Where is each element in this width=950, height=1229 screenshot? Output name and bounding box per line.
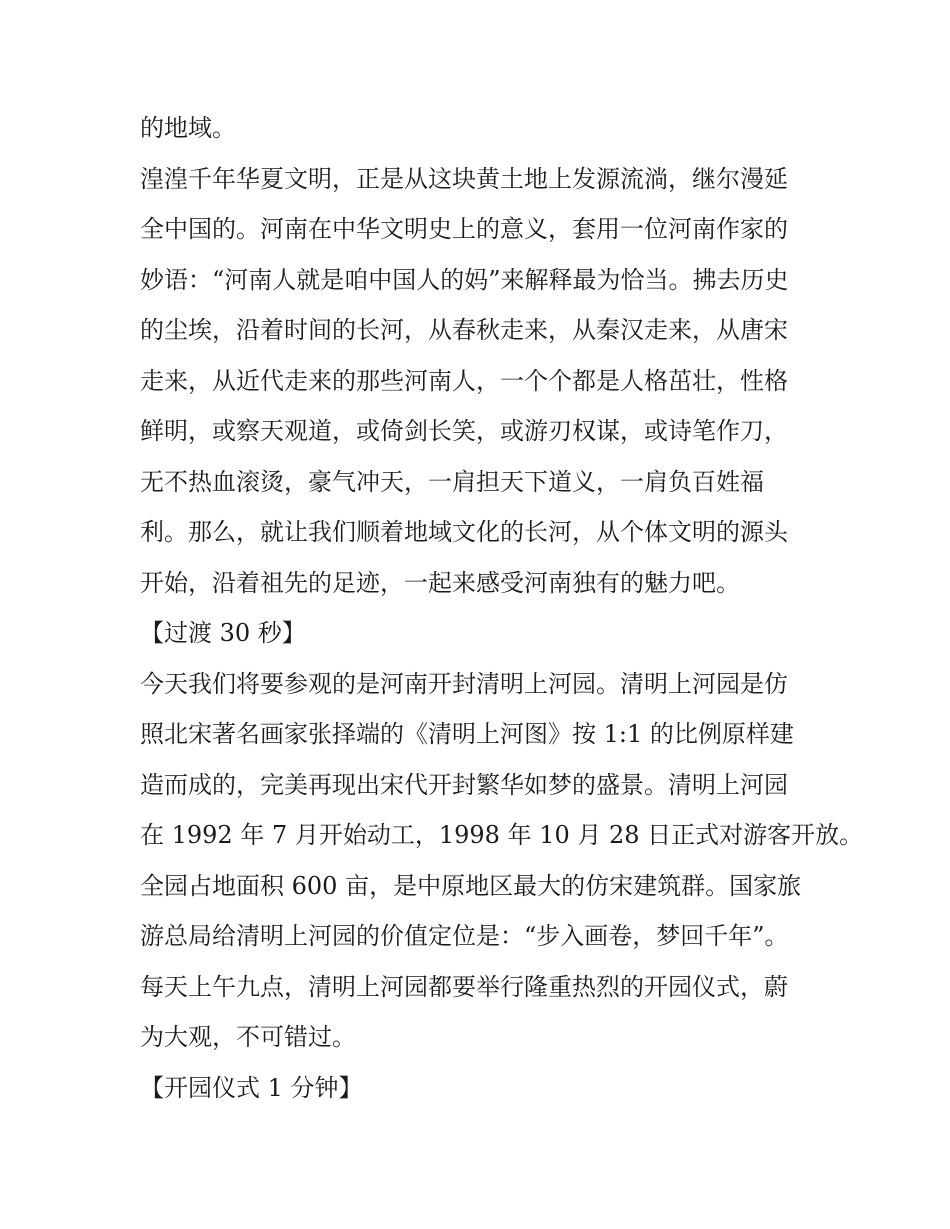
text-line: 的尘埃，沿着时间的长河，从春秋走来，从秦汉走来，从唐宋 xyxy=(140,316,788,344)
text-line: 每天上午九点，清明上河园都要举行隆重热烈的开园仪式，蔚 xyxy=(140,972,788,1001)
text-line: 走来，从近代走来的那些河南人，一个个都是人格茁壮，性格 xyxy=(140,366,788,395)
text-line: 照北宋著名画家张择端的《清明上河图》按 1:1 的比例原样建 xyxy=(140,720,794,748)
text-line: 游总局给清明上河园的价值定位是：“步入画卷，梦回千年”。 xyxy=(140,922,789,950)
text-line: 湟湟千年华夏文明，正是从这块黄土地上发源流淌，继尔漫延 xyxy=(140,164,788,193)
text-line: 在 1992 年 7 月开始动工，1998 年 10 月 28 日正式对游客开放。 xyxy=(140,821,864,849)
text-line: 全中国的。河南在中华文明史上的意义，套用一位河南作家的 xyxy=(140,215,788,243)
text-line: 今天我们将要参观的是河南开封清明上河园。清明上河园是仿 xyxy=(140,669,788,698)
section-marker: 【过渡 30 秒】 xyxy=(140,619,306,647)
section-marker: 【开园仪式 1 分钟】 xyxy=(140,1073,363,1102)
text-line: 鲜明，或察天观道，或倚剑长笑，或游刃权谋，或诗笔作刀， xyxy=(140,417,788,445)
text-line: 无不热血滚烫，豪气冲天，一肩担天下道义，一肩负百姓福 xyxy=(140,467,764,496)
text-line: 利。那么，就让我们顺着地域文化的长河，从个体文明的源头 xyxy=(140,518,788,546)
body-text xyxy=(140,103,864,1113)
text-line: 造而成的，完美再现出宋代开封繁华如梦的盛景。清明上河园 xyxy=(140,770,788,799)
text-line: 的地域。 xyxy=(140,114,236,142)
text-line: 妙语：“河南人就是咱中国人的妈”来解释最为恰当。拂去历史 xyxy=(140,265,789,294)
text-line: 为大观，不可错过。 xyxy=(140,1023,356,1051)
text-line: 全园占地面积 600 亩，是中原地区最大的仿宋建筑群。国家旅 xyxy=(140,871,802,900)
text-line: 开始，沿着祖先的足迹，一起来感受河南独有的魅力吧。 xyxy=(140,568,740,597)
